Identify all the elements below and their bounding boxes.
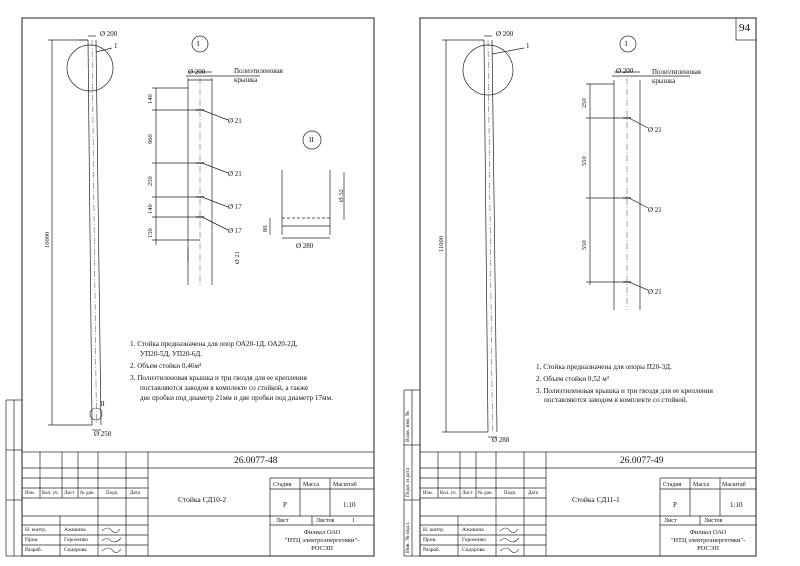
cap-label-1: Полиэтиленовая [652,68,701,76]
signature-3 [500,548,519,553]
length-label: 10000 [44,231,51,248]
staff-role-2: Разраб. [423,547,441,553]
ii-width-label: Ø 280 [296,242,314,250]
hdr-col-1: Кол. уч. [440,491,457,496]
signature-2 [102,538,121,542]
drawing-code: 26.0077-48 [234,456,278,466]
hole2-label: Ø 21 [648,206,662,214]
detail-top-diameter: Ø 200 [188,68,206,76]
ii-height-label: 80 [262,225,269,232]
view-ii-label: II [309,136,314,144]
signature-2 [500,538,519,542]
hdr-col-2: Лист [64,491,75,496]
hdr-col-2: Лист [462,491,473,496]
note-2: 2. Объем стойки 0,52 м³ [536,375,609,383]
hdr-col-5: Дата [528,491,538,496]
drawing-name: Стойка СД11-1 [572,495,620,504]
note-3a: 3. Полиэтиленовая крышка и три гвоздя для ее крепления [536,387,713,395]
hdr-col-1: Кол. уч. [42,491,59,496]
seg2-label: 550 [581,156,588,166]
hole1-label: Ø 21 [648,126,662,134]
stage-label: Стадия [663,482,682,488]
scale-value: 1:10 [343,501,356,509]
staff-role-1: Пров. [423,537,437,543]
seg1-label: 250 [581,98,588,108]
hdr-col-0: Изм. [25,491,35,496]
org-line-1: Филиал ОАО [303,529,341,536]
mass-label: Масса [303,482,320,488]
seg3-label: 250 [147,176,154,186]
org-line-1: Филиал ОАО [689,529,727,536]
hole2-label: Ø 21 [228,170,242,178]
org-line-2: "НТЦ электроэнергетики"- [284,537,360,544]
drawing-name: Стойка СД10-2 [178,495,227,504]
drawing-code: 26.0077-49 [620,456,664,466]
side-label-sign: Подп. и дата [405,467,411,497]
seg1-label: 140 [147,94,154,104]
length-label: 11000 [438,235,445,252]
cap-label-2: крышка [234,76,258,84]
signature-3 [102,548,121,553]
sheet-label: Лист [276,518,289,524]
org-line-2: "НТЦ электроэнергетики"- [670,537,746,544]
note-1b: УП20-5Д, УП20-6Д. [140,350,203,358]
drawing-sheet-right [400,0,800,566]
hdr-col-3: № док. [80,491,95,496]
hdr-col-4: Подп. [106,491,119,496]
staff-name-1: Горохенко [462,537,486,543]
hole3-label: Ø 17 [228,203,242,211]
bottom-diameter-label: Ø 288 [492,436,510,444]
staff-name-0: Ажикина [64,527,86,533]
top-diameter-label: Ø 200 [496,30,514,38]
staff-role-1: Пров. [25,537,39,543]
seg2-label: 960 [147,134,154,144]
detail-top-diameter: Ø 200 [616,67,634,75]
bottom-diameter-label: Ø 250 [94,430,112,438]
note-3b: поставляются заводом в комплекте со стойкой, а также [140,384,309,392]
staff-role-2: Разраб. [25,547,43,553]
org-line-3: РОСЭП [311,545,333,552]
note-1a: 1. Стойка предназначена для опор ОА20-1Д, ОА20-2Д, [130,340,298,348]
sheets-value: 1 [352,518,355,524]
sheet-label: Лист [664,518,677,524]
staff-name-2: Сидорова [462,547,485,553]
seg5-label: 150 [147,228,154,238]
note-3b: поставляются заводом в комплекте со стойкой. [544,396,688,404]
stage-label: Стадия [273,482,292,488]
note-3c: две пробки под диаметр 21мм и две пробки под диаметр 17мм. [140,394,333,402]
staff-name-1: Горохенко [64,537,88,543]
stage-value: Р [673,501,677,509]
sheets-label: Листов [316,518,335,524]
signature-1 [102,528,120,533]
hdr-col-3: № док. [478,491,493,496]
side-label-replace: Взам. инв. № [405,411,411,442]
note-1: 1. Стойка предназначена для опоры П20-3Д. [536,363,672,371]
scale-value: 1:10 [730,501,743,509]
cap-label-1: Полиэтиленовая [234,67,283,75]
signature-1 [500,528,518,533]
hdr-col-5: Дата [130,491,140,496]
hole5-label: Ø 21 [234,251,241,264]
staff-name-2: Сидорова [64,547,87,553]
seg3-label: 550 [581,240,588,250]
staff-role-0: Н. контр. [423,527,445,533]
view-i-label: I [197,40,200,48]
callout-number: 1 [114,42,118,50]
scale-label: Масштаб [722,482,746,488]
signatures-right [400,0,800,566]
scale-label: Масштаб [333,482,357,488]
note-2: 2. Объем стойки 0,46м³ [130,362,202,370]
hole3-label: Ø 21 [648,288,662,296]
ii-dia-label: Ø 32 [338,189,345,202]
top-diameter-label: Ø 200 [100,30,118,38]
node-ii-label: II [100,400,105,408]
sheet-number: 94 [739,22,750,34]
stage-value: Р [283,501,287,509]
note-3a: 3. Полиэтиленовая крышка и три гвоздя для ее крепления [130,374,307,382]
side-label-inv: Инв. № подл. [405,521,411,553]
cap-label-2: крышка [652,77,676,85]
org-line-3: РОСЭП [697,545,719,552]
staff-name-0: Ажикина [462,527,484,533]
hole4-label: Ø 17 [228,227,242,235]
hdr-col-4: Подп. [504,491,517,496]
staff-role-0: Н. контр. [25,527,47,533]
mass-label: Масса [693,482,710,488]
hdr-col-0: Изм. [423,491,433,496]
sheets-label: Листов [704,518,723,524]
hole1-label: Ø 21 [228,117,242,125]
callout-number: 1 [526,42,530,50]
view-i-label: I [625,40,628,48]
seg4-label: 140 [147,204,154,214]
